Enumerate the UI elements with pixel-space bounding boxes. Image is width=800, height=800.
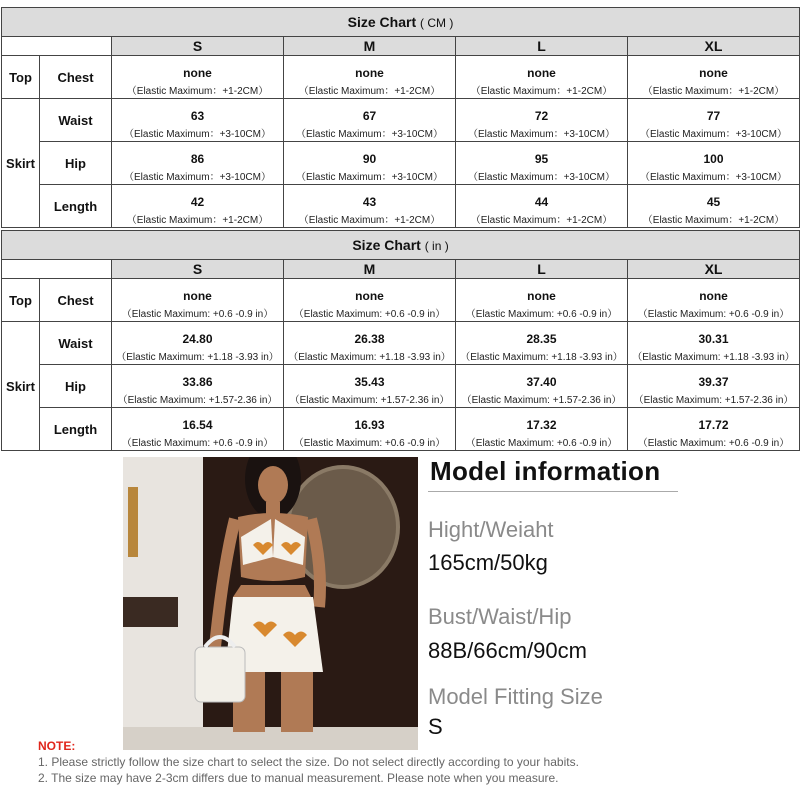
measure-row <box>2 322 800 348</box>
bust-waist-hip-label: Bust/Waist/Hip <box>428 604 572 629</box>
size-header-blank <box>2 260 112 279</box>
elastic-note: （Elastic Maximum: +1.57-2.36 in） <box>628 390 800 408</box>
elastic-note: （Elastic Maximum：+1-2CM） <box>628 210 800 228</box>
elastic-note: （Elastic Maximum：+3-10CM） <box>112 124 284 142</box>
group-label: Skirt <box>2 322 40 451</box>
measure-label: Waist <box>40 99 112 142</box>
elastic-note: （Elastic Maximum：+3-10CM） <box>628 124 800 142</box>
measure-value: 42 <box>112 185 284 211</box>
measure-label: Hip <box>40 142 112 185</box>
elastic-note: （Elastic Maximum: +1.18 -3.93 in） <box>112 347 284 365</box>
group-label: Top <box>2 279 40 322</box>
size-header-xl: XL <box>628 260 800 279</box>
elastic-note: （Elastic Maximum：+1-2CM） <box>456 81 628 99</box>
size-chart-title-row <box>2 8 800 37</box>
measure-value: 100 <box>628 142 800 168</box>
elastic-note: （Elastic Maximum: +0.6 -0.9 in） <box>628 433 800 451</box>
measure-value: 17.32 <box>456 408 628 434</box>
size-chart-cm <box>1 7 800 228</box>
measure-value: 86 <box>112 142 284 168</box>
elastic-note: （Elastic Maximum：+1-2CM） <box>284 210 456 228</box>
size-chart-title-row <box>2 231 800 260</box>
size-header-l: L <box>456 37 628 56</box>
size-header-row <box>2 37 800 56</box>
model-face <box>258 466 288 504</box>
photo-floor <box>123 727 418 750</box>
measure-value: 35.43 <box>284 365 456 391</box>
elastic-row <box>2 124 800 142</box>
measure-value: 30.31 <box>628 322 800 348</box>
measure-label: Length <box>40 185 112 228</box>
measure-value: 90 <box>284 142 456 168</box>
elastic-note: （Elastic Maximum：+3-10CM） <box>456 167 628 185</box>
elastic-note: （Elastic Maximum：+1-2CM） <box>112 81 284 99</box>
model-photo-illustration <box>123 457 418 750</box>
size-header-blank <box>2 37 112 56</box>
measure-value: none <box>456 56 628 82</box>
size-chart-title <box>2 8 800 37</box>
measure-value: 77 <box>628 99 800 125</box>
measure-value: 16.93 <box>284 408 456 434</box>
measure-value: none <box>284 279 456 305</box>
measure-value: none <box>628 56 800 82</box>
measure-value: 67 <box>284 99 456 125</box>
elastic-note: （Elastic Maximum: +0.6 -0.9 in） <box>284 304 456 322</box>
size-chart-unit: ( CM ) <box>420 16 454 30</box>
measure-value: 16.54 <box>112 408 284 434</box>
elastic-row <box>2 210 800 228</box>
measure-value: none <box>456 279 628 305</box>
size-chart-in <box>1 230 800 451</box>
size-header-m: M <box>284 260 456 279</box>
measure-value: none <box>628 279 800 305</box>
measure-label: Chest <box>40 56 112 99</box>
elastic-row <box>2 81 800 99</box>
group-label: Top <box>2 56 40 99</box>
size-chart-title-text: Size Chart <box>352 237 421 253</box>
measure-row <box>2 56 800 82</box>
elastic-note: （Elastic Maximum: +1.18 -3.93 in） <box>284 347 456 365</box>
measure-value: none <box>112 56 284 82</box>
fitting-size-value: S <box>428 714 443 739</box>
size-header-s: S <box>112 260 284 279</box>
measure-row <box>2 408 800 434</box>
fitting-size-label: Model Fitting Size <box>428 684 603 709</box>
elastic-note: （Elastic Maximum: +0.6 -0.9 in） <box>112 304 284 322</box>
size-chart-title <box>2 231 800 260</box>
size-header-s: S <box>112 37 284 56</box>
measure-value: 24.80 <box>112 322 284 348</box>
measure-label: Chest <box>40 279 112 322</box>
height-weight-label: Hight/Weiaht <box>428 517 554 542</box>
elastic-row <box>2 347 800 365</box>
measure-value: 95 <box>456 142 628 168</box>
measure-value: 33.86 <box>112 365 284 391</box>
bust-waist-hip-value: 88B/66cm/90cm <box>428 638 587 663</box>
model-handbag <box>195 647 245 702</box>
measure-value: 63 <box>112 99 284 125</box>
elastic-note: （Elastic Maximum: +0.6 -0.9 in） <box>456 304 628 322</box>
elastic-note: （Elastic Maximum: +1.18 -3.93 in） <box>456 347 628 365</box>
elastic-row <box>2 390 800 408</box>
measure-row <box>2 365 800 391</box>
group-label: Skirt <box>2 99 40 228</box>
elastic-row <box>2 167 800 185</box>
elastic-note: （Elastic Maximum: +1.57-2.36 in） <box>284 390 456 408</box>
measure-value: 45 <box>628 185 800 211</box>
measure-row <box>2 142 800 168</box>
elastic-note: （Elastic Maximum: +1.18 -3.93 in） <box>628 347 800 365</box>
measure-label: Waist <box>40 322 112 365</box>
measure-value: 26.38 <box>284 322 456 348</box>
note-line-1: 1. Please strictly follow the size chart to select the size. Do not select directly according to your habits. <box>38 755 579 769</box>
size-header-xl: XL <box>628 37 800 56</box>
model-waist <box>233 585 311 597</box>
model-leg-right <box>281 672 313 732</box>
size-chart-unit: ( in ) <box>424 239 449 253</box>
model-photo <box>123 457 418 750</box>
note-line-2: 2. The size may have 2-3cm differs due to manual measurement. Please note when you measure. <box>38 771 559 785</box>
size-header-row <box>2 260 800 279</box>
elastic-note: （Elastic Maximum: +1.57-2.36 in） <box>456 390 628 408</box>
photo-shelf <box>123 597 178 627</box>
measure-label: Hip <box>40 365 112 408</box>
measure-value: 39.37 <box>628 365 800 391</box>
measure-value: 43 <box>284 185 456 211</box>
elastic-note: （Elastic Maximum：+3-10CM） <box>628 167 800 185</box>
photo-frame-left <box>128 487 138 557</box>
elastic-note: （Elastic Maximum：+1-2CM） <box>284 81 456 99</box>
measure-row <box>2 185 800 211</box>
measure-value: 37.40 <box>456 365 628 391</box>
measure-row <box>2 279 800 305</box>
note-title: NOTE: <box>38 739 76 753</box>
elastic-note: （Elastic Maximum: +0.6 -0.9 in） <box>112 433 284 451</box>
model-info-underline <box>428 491 678 492</box>
elastic-note: （Elastic Maximum: +0.6 -0.9 in） <box>456 433 628 451</box>
measure-value: none <box>284 56 456 82</box>
size-header-m: M <box>284 37 456 56</box>
elastic-row <box>2 304 800 322</box>
elastic-note: （Elastic Maximum: +1.57-2.36 in） <box>112 390 284 408</box>
size-header-l: L <box>456 260 628 279</box>
elastic-note: （Elastic Maximum：+1-2CM） <box>628 81 800 99</box>
measure-value: 44 <box>456 185 628 211</box>
measure-label: Length <box>40 408 112 451</box>
elastic-note: （Elastic Maximum：+3-10CM） <box>112 167 284 185</box>
elastic-note: （Elastic Maximum: +0.6 -0.9 in） <box>284 433 456 451</box>
measure-value: 28.35 <box>456 322 628 348</box>
measure-value: 72 <box>456 99 628 125</box>
measure-row <box>2 99 800 125</box>
elastic-row <box>2 433 800 451</box>
elastic-note: （Elastic Maximum：+1-2CM） <box>112 210 284 228</box>
elastic-note: （Elastic Maximum：+1-2CM） <box>456 210 628 228</box>
measure-value: none <box>112 279 284 305</box>
model-info-title: Model information <box>430 456 661 486</box>
elastic-note: （Elastic Maximum: +0.6 -0.9 in） <box>628 304 800 322</box>
elastic-note: （Elastic Maximum：+3-10CM） <box>456 124 628 142</box>
elastic-note: （Elastic Maximum：+3-10CM） <box>284 124 456 142</box>
height-weight-value: 165cm/50kg <box>428 550 548 575</box>
size-chart-title-text: Size Chart <box>347 14 417 30</box>
measure-value: 17.72 <box>628 408 800 434</box>
elastic-note: （Elastic Maximum：+3-10CM） <box>284 167 456 185</box>
